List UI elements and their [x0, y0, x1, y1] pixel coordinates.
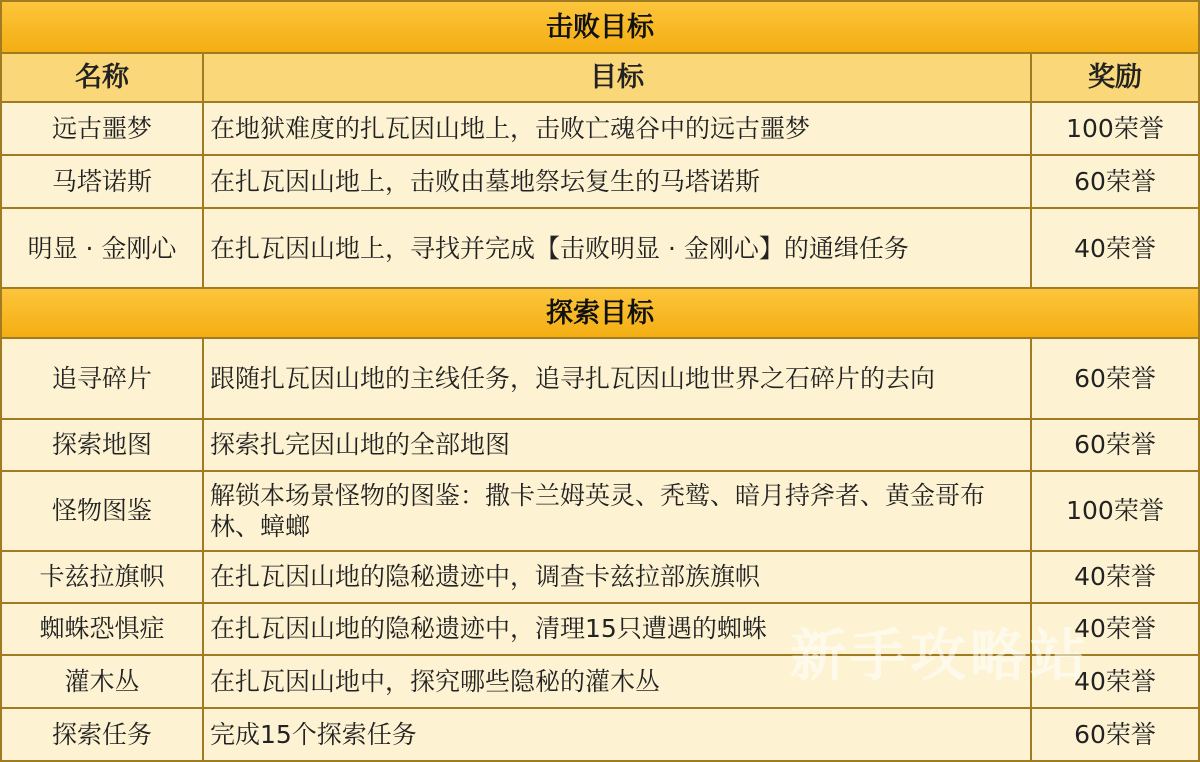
objective-name: 探索地图	[1, 419, 203, 471]
defeat-section-header-row	[1, 1, 1199, 53]
table-row	[1, 155, 1199, 208]
table-row	[1, 603, 1199, 655]
objective-name: 蜘蛛恐惧症	[1, 603, 203, 655]
objective-goal: 解锁本场景怪物的图鉴：撒卡兰姆英灵、秃鹫、暗月持斧者、黄金哥布林、蟑螂	[203, 471, 1031, 551]
objective-name: 马塔诺斯	[1, 155, 203, 208]
goal-column-header: 目标	[203, 53, 1031, 102]
reward-column-header: 奖励	[1031, 53, 1199, 102]
explore-section-header-row	[1, 288, 1199, 338]
column-header-row	[1, 53, 1199, 102]
objective-goal: 探索扎完因山地的全部地图	[203, 419, 1031, 471]
objective-name: 探索任务	[1, 708, 203, 761]
objective-reward: 100荣誉	[1031, 471, 1199, 551]
objective-name: 明显 · 金刚心	[1, 208, 203, 288]
table-row	[1, 708, 1199, 761]
objective-reward: 60荣誉	[1031, 708, 1199, 761]
table-row	[1, 208, 1199, 288]
objective-name: 追寻碎片	[1, 338, 203, 418]
objective-reward: 40荣誉	[1031, 208, 1199, 288]
objective-goal: 在地狱难度的扎瓦因山地上，击败亡魂谷中的远古噩梦	[203, 102, 1031, 155]
explore-section-title: 探索目标	[1, 288, 1199, 338]
objective-name: 卡兹拉旗帜	[1, 551, 203, 603]
objective-name: 怪物图鉴	[1, 471, 203, 551]
objective-name: 远古噩梦	[1, 102, 203, 155]
objective-goal: 在扎瓦因山地上，寻找并完成【击败明显 · 金刚心】的通缉任务	[203, 208, 1031, 288]
objective-reward: 60荣誉	[1031, 338, 1199, 418]
table-row	[1, 551, 1199, 603]
table-row	[1, 338, 1199, 418]
objective-reward: 40荣誉	[1031, 551, 1199, 603]
table-row	[1, 471, 1199, 551]
objective-reward: 60荣誉	[1031, 155, 1199, 208]
objective-goal: 在扎瓦因山地的隐秘遗迹中，清理15只遭遇的蜘蛛	[203, 603, 1031, 655]
name-column-header: 名称	[1, 53, 203, 102]
objective-name: 灌木丛	[1, 655, 203, 708]
table-row	[1, 655, 1199, 708]
objective-goal: 跟随扎瓦因山地的主线任务，追寻扎瓦因山地世界之石碎片的去向	[203, 338, 1031, 418]
objective-reward: 60荣誉	[1031, 419, 1199, 471]
table-row	[1, 419, 1199, 471]
objective-reward: 40荣誉	[1031, 603, 1199, 655]
objective-reward: 100荣誉	[1031, 102, 1199, 155]
site-watermark: 新手攻略站	[790, 624, 1090, 689]
objective-goal: 在扎瓦因山地的隐秘遗迹中，调查卡兹拉部族旗帜	[203, 551, 1031, 603]
table-row	[1, 102, 1199, 155]
objective-goal: 在扎瓦因山地上，击败由墓地祭坛复生的马塔诺斯	[203, 155, 1031, 208]
objective-reward: 40荣誉	[1031, 655, 1199, 708]
defeat-section-title: 击败目标	[1, 1, 1199, 53]
objective-goal: 完成15个探索任务	[203, 708, 1031, 761]
objective-goal: 在扎瓦因山地中，探究哪些隐秘的灌木丛	[203, 655, 1031, 708]
